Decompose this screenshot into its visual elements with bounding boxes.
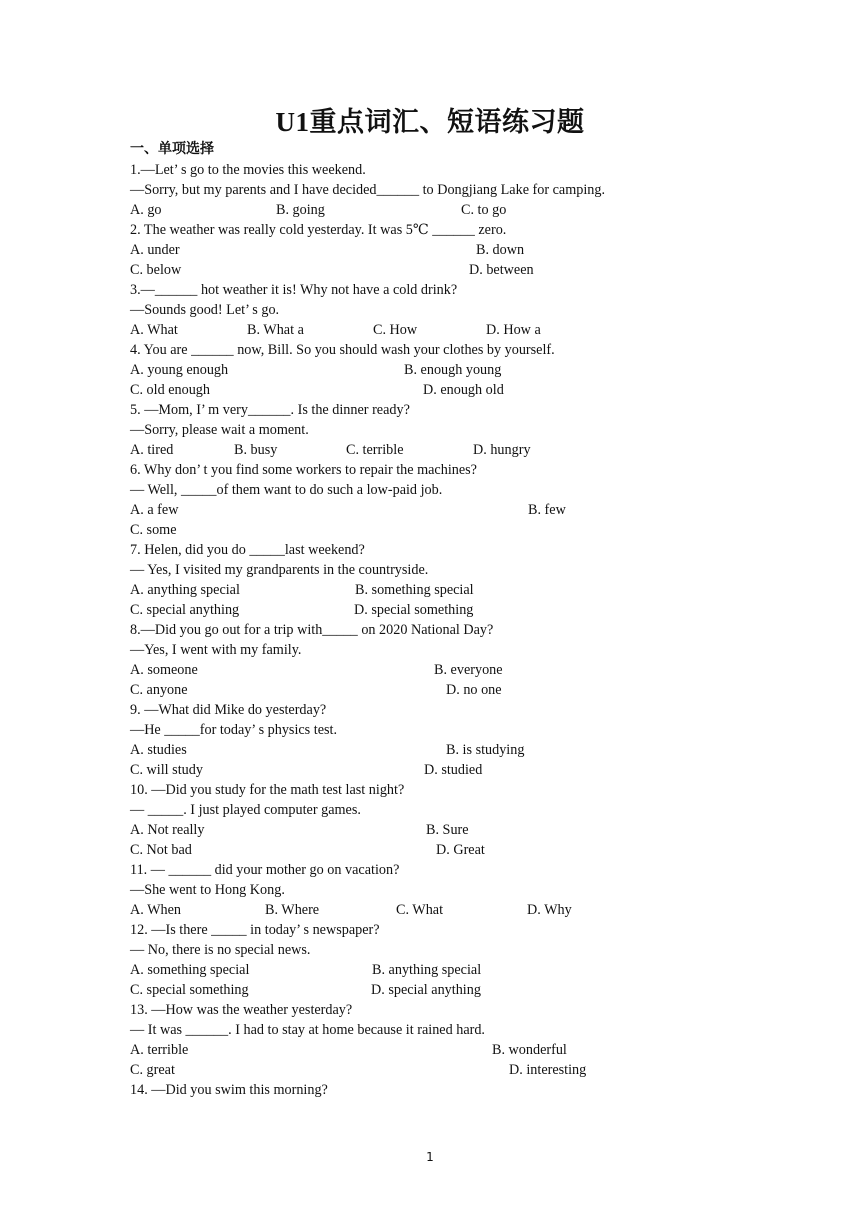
answer-option: C. Not bad	[130, 842, 192, 858]
options-row	[130, 380, 750, 400]
question-line: —Sounds good! Let’ s go.	[130, 302, 280, 318]
question-line: 4. You are ______ now, Bill. So you should wash your clothes by yourself.	[130, 342, 555, 358]
options-row	[130, 1060, 750, 1080]
answer-option: D. special something	[354, 602, 474, 618]
answer-option: A. anything special	[130, 582, 240, 598]
question-line: —Yes, I went with my family.	[130, 642, 302, 658]
options-row	[130, 960, 750, 980]
answer-option: D. special anything	[371, 982, 481, 998]
answer-option: A. a few	[130, 502, 179, 518]
question-line: —Sorry, but my parents and I have decided______ to Dongjiang Lake for camping.	[130, 182, 606, 198]
options-row	[130, 980, 750, 1000]
answer-option: A. tired	[130, 442, 174, 458]
options-row	[130, 580, 750, 600]
answer-option: B. wonderful	[492, 1042, 567, 1058]
answer-option: A. When	[130, 902, 181, 918]
answer-option: B. Sure	[426, 822, 469, 838]
options-row	[130, 320, 750, 340]
page-number: 1	[426, 1150, 434, 1164]
answer-option: A. someone	[130, 662, 198, 678]
answer-option: D. between	[469, 262, 534, 278]
options-row	[130, 440, 750, 460]
answer-option: C. old enough	[130, 382, 210, 398]
section-heading: 一、单项选择	[130, 141, 214, 157]
answer-option: C. will study	[130, 762, 203, 778]
options-row	[130, 360, 750, 380]
options-row	[130, 1040, 750, 1060]
options-row	[130, 660, 750, 680]
answer-option: A. young enough	[130, 362, 229, 378]
question-line: — No, there is no special news.	[130, 942, 311, 958]
answer-option: C. to go	[461, 202, 507, 218]
answer-option: D. no one	[446, 682, 502, 698]
question-line: 13. —How was the weather yesterday?	[130, 1002, 353, 1018]
question-list	[130, 160, 750, 1100]
answer-option: C. some	[130, 522, 177, 538]
answer-option: D. Why	[527, 902, 572, 918]
question-line: 1.—Let’ s go to the movies this weekend.	[130, 162, 366, 178]
answer-option: A. go	[130, 202, 162, 218]
answer-option: B. busy	[234, 442, 278, 458]
question-line: —He _____for today’ s physics test.	[130, 722, 337, 738]
answer-option: B. is studying	[446, 742, 525, 758]
question-line: 12. —Is there _____ in today’ s newspaper?	[130, 922, 380, 938]
answer-option: B. down	[476, 242, 525, 258]
answer-option: C. anyone	[130, 682, 188, 698]
answer-option: B. everyone	[434, 662, 503, 678]
question-line: — It was ______. I had to stay at home because it rained hard.	[130, 1022, 485, 1038]
answer-option: A. Not really	[130, 822, 205, 838]
question-line: 3.—______ hot weather it is! Why not have a cold drink?	[130, 282, 458, 298]
answer-option: A. something special	[130, 962, 250, 978]
options-row	[130, 200, 750, 220]
answer-option: C. special anything	[130, 602, 240, 618]
question-line: 9. —What did Mike do yesterday?	[130, 702, 327, 718]
answer-option: C. special something	[130, 982, 249, 998]
options-row	[130, 240, 750, 260]
answer-option: B. anything special	[372, 962, 482, 978]
question-line: —She went to Hong Kong.	[130, 882, 285, 898]
question-line: 6. Why don’ t you find some workers to repair the machines?	[130, 462, 477, 478]
answer-option: D. interesting	[509, 1062, 587, 1078]
question-line: 11. — ______ did your mother go on vacation?	[130, 862, 400, 878]
answer-option: D. How a	[486, 322, 541, 338]
answer-option: D. hungry	[473, 442, 531, 458]
answer-option: C. What	[396, 902, 444, 918]
answer-option: C. below	[130, 262, 182, 278]
answer-option: B. What a	[247, 322, 304, 338]
answer-option: C. How	[373, 322, 418, 338]
answer-option: D. studied	[424, 762, 483, 778]
options-row	[130, 760, 750, 780]
question-line: —Sorry, please wait a moment.	[130, 422, 309, 438]
options-row	[130, 260, 750, 280]
page-title: U1重点词汇、短语练习题	[275, 107, 585, 137]
question-line: — Yes, I visited my grandparents in the countryside.	[130, 562, 429, 578]
question-line: 2. The weather was really cold yesterday. It was 5℃ ______ zero.	[130, 222, 507, 238]
question-line: 10. —Did you study for the math test last night?	[130, 782, 405, 798]
options-row	[130, 680, 750, 700]
answer-option: D. enough old	[423, 382, 504, 398]
answer-option: A. studies	[130, 742, 187, 758]
question-line: — Well, _____of them want to do such a low-paid job.	[130, 482, 443, 498]
question-line: 8.—Did you go out for a trip with_____ on 2020 National Day?	[130, 622, 494, 638]
answer-option: B. something special	[355, 582, 474, 598]
answer-option: B. Where	[265, 902, 320, 918]
options-row	[130, 520, 750, 540]
options-row	[130, 840, 750, 860]
answer-option: A. terrible	[130, 1042, 189, 1058]
question-line: — _____. I just played computer games.	[130, 802, 361, 818]
options-row	[130, 740, 750, 760]
answer-option: A. under	[130, 242, 180, 258]
answer-option: A. What	[130, 322, 178, 338]
options-row	[130, 820, 750, 840]
answer-option: D. Great	[436, 842, 485, 858]
options-row	[130, 500, 750, 520]
question-line: 14. —Did you swim this morning?	[130, 1082, 328, 1098]
answer-option: C. terrible	[346, 442, 404, 458]
options-row	[130, 900, 750, 920]
answer-option: B. enough young	[404, 362, 502, 378]
question-line: 5. —Mom, I’ m very______. Is the dinner ready?	[130, 402, 410, 418]
answer-option: B. few	[528, 502, 566, 518]
answer-option: C. great	[130, 1062, 175, 1078]
answer-option: B. going	[276, 202, 325, 218]
question-line: 7. Helen, did you do _____last weekend?	[130, 542, 365, 558]
options-row	[130, 600, 750, 620]
